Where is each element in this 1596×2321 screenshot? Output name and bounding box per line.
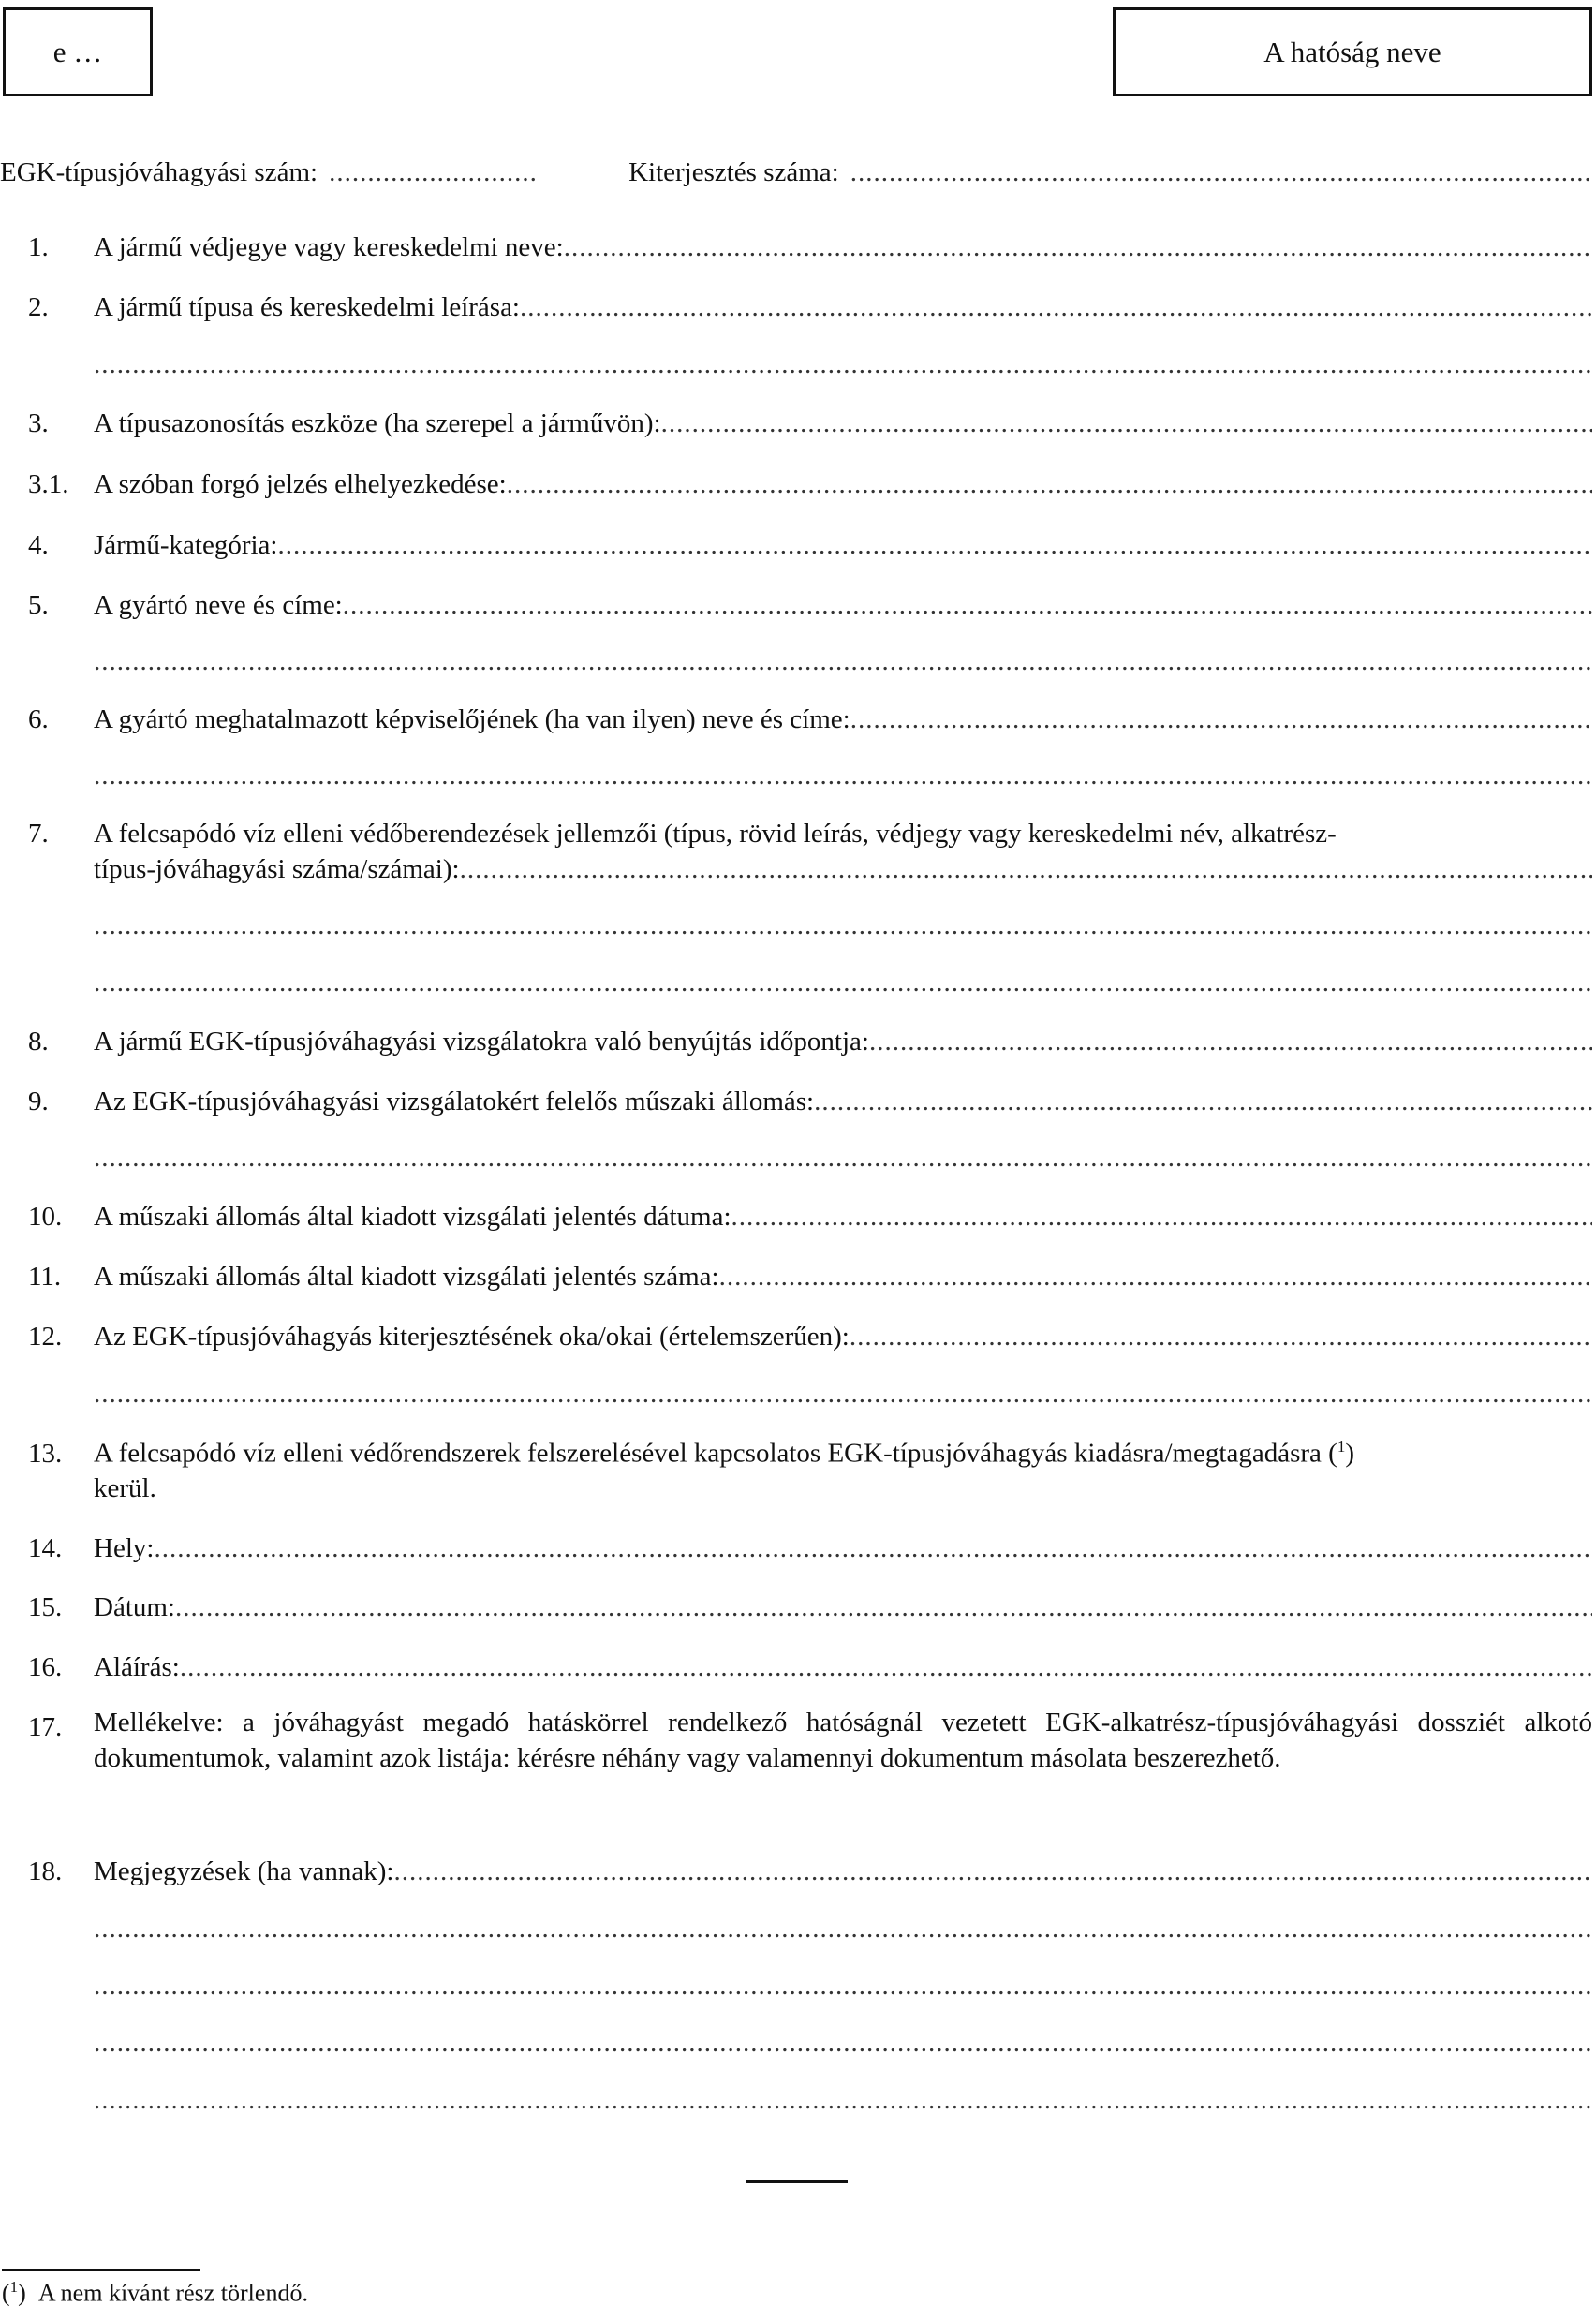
- remarks-field-cont[interactable]: [94, 1914, 1592, 1944]
- signature-field[interactable]: [180, 1652, 1592, 1683]
- item-8-field[interactable]: [869, 1027, 1592, 1057]
- item-number: 10.: [28, 1202, 63, 1232]
- item-5: [0, 590, 1592, 621]
- footnote-separator: [2, 2269, 200, 2271]
- item-label: A szóban forgó jelzés elhelyezkedése:: [94, 469, 507, 499]
- remarks-field-cont[interactable]: [94, 2028, 1592, 2059]
- item-number: 2.: [28, 292, 49, 322]
- item-12: [0, 1322, 1592, 1353]
- item-12-field-cont[interactable]: [94, 1379, 1592, 1410]
- country-code-text: e …: [52, 35, 103, 68]
- date-field[interactable]: [175, 1592, 1592, 1623]
- place-field[interactable]: [154, 1533, 1592, 1564]
- item-label: kerül.: [94, 1473, 156, 1503]
- item-label: A műszaki állomás által kiadott vizsgálati jelentés dátuma:: [94, 1202, 732, 1232]
- end-separator: [746, 2180, 848, 2183]
- item-1-field[interactable]: [564, 232, 1592, 263]
- item-label: Dátum:: [94, 1592, 175, 1622]
- item-label: Az EGK-típusjóváhagyási vizsgálatokért felelős műszaki állomás:: [94, 1087, 815, 1116]
- item-label: A típusazonosítás eszköze (ha szerepel a járművön):: [94, 408, 661, 438]
- item-3-field[interactable]: [661, 408, 1592, 439]
- item-number: 9.: [28, 1087, 49, 1116]
- item-number: 5.: [28, 590, 49, 620]
- item-label: Hely:: [94, 1533, 155, 1563]
- footnote-text: A nem kívánt rész törlendő.: [37, 2279, 308, 2307]
- item-label: Megjegyzések (ha vannak):: [94, 1856, 394, 1886]
- item-number: 8.: [28, 1027, 49, 1057]
- item-2: [0, 292, 1592, 323]
- item-number: 18.: [28, 1856, 63, 1886]
- item-number: 11.: [28, 1262, 62, 1292]
- remarks-field-cont[interactable]: [94, 2085, 1592, 2116]
- item-7-field-cont[interactable]: [94, 910, 1592, 941]
- footnote-reference[interactable]: 1: [1337, 1438, 1346, 1456]
- item-label: Az EGK-típusjóváhagyás kiterjesztésének oka/okai (értelemszerűen):: [94, 1322, 850, 1352]
- item-3-1: [0, 469, 1592, 500]
- item-11: [0, 1262, 1592, 1293]
- item-10-field[interactable]: [732, 1202, 1592, 1233]
- remarks-field[interactable]: [393, 1856, 1592, 1887]
- remarks-field-cont[interactable]: [94, 1971, 1592, 2002]
- item-label: A felcsapódó víz elleni védőberendezések jellemzői (típus, rövid leírás, védjegy vagy kereskedelmi név, alkatrész-: [94, 819, 1337, 849]
- item-number: 3.: [28, 408, 49, 438]
- item-3-1-field[interactable]: [507, 469, 1592, 500]
- item-7-field[interactable]: [460, 854, 1592, 885]
- item-1: [0, 232, 1592, 263]
- item-18: [0, 1856, 1592, 1887]
- item-label: A jármű védjegye vagy kereskedelmi neve:: [94, 232, 564, 262]
- item-10: [0, 1202, 1592, 1233]
- item-label: A jármű EGK-típusjóváhagyási vizsgálatokra való benyújtás időpontja:: [94, 1027, 869, 1057]
- item-label: A jármű típusa és kereskedelmi leírása:: [94, 292, 520, 322]
- item-17-text: Mellékelve: a jóváhagyást megadó hatáskörrel rendelkező hatóságnál vezetett EGK-alkatrész-típusjóváhagyási dossziét alkotó dokumentumok, valamint azok listája: kérésre néhány vagy valamennyi dokumentum másolata beszerezhető.: [94, 1707, 1592, 1773]
- item-2-field[interactable]: [520, 292, 1592, 323]
- item-label: típus-jóváhagyási száma/számai):: [94, 854, 460, 884]
- item-5-field[interactable]: [343, 590, 1592, 621]
- approval-number-row: [0, 157, 1592, 188]
- item-6: [0, 704, 1592, 735]
- item-number: 7.: [28, 819, 49, 849]
- item-number: 15.: [28, 1592, 63, 1622]
- item-number: 17.: [28, 1712, 63, 1742]
- item-4: [0, 530, 1592, 561]
- item-11-field[interactable]: [719, 1262, 1592, 1293]
- item-number: 12.: [28, 1322, 63, 1352]
- item-label: Aláírás:: [94, 1652, 180, 1682]
- item-13: [0, 1438, 1592, 1470]
- item-12-field[interactable]: [850, 1322, 1592, 1353]
- authority-name-box: [1113, 7, 1592, 96]
- footnote-marker: 1: [9, 2278, 19, 2296]
- item-number: 3.1.: [28, 469, 69, 499]
- item-4-field[interactable]: [277, 530, 1592, 561]
- item-15: [0, 1592, 1592, 1623]
- item-3: [0, 408, 1592, 439]
- item-2-field-cont[interactable]: [94, 349, 1592, 380]
- item-7-field-cont[interactable]: [94, 968, 1592, 998]
- item-number: 6.: [28, 704, 49, 734]
- approval-number-field[interactable]: [329, 157, 535, 188]
- item-number: 13.: [28, 1438, 63, 1469]
- item-7: [0, 819, 1592, 850]
- item-number: 16.: [28, 1652, 63, 1682]
- item-6-field-cont[interactable]: [94, 761, 1592, 791]
- item-9: [0, 1087, 1592, 1117]
- item-label: A gyártó neve és címe:: [94, 590, 343, 620]
- extension-number-field[interactable]: [850, 157, 1592, 188]
- authority-name-text: A hatóság neve: [1264, 35, 1441, 68]
- extension-number-label: Kiterjesztés száma:: [628, 157, 839, 187]
- approval-number-label: EGK-típusjóváhagyási szám:: [0, 157, 318, 187]
- item-9-field[interactable]: [814, 1087, 1592, 1117]
- item-label: A műszaki állomás által kiadott vizsgálati jelentés száma:: [94, 1262, 719, 1292]
- item-5-field-cont[interactable]: [94, 646, 1592, 677]
- item-label: A gyártó meghatalmazott képviselőjének (ha van ilyen) neve és címe:: [94, 704, 850, 734]
- item-7-line2: [94, 854, 1592, 885]
- item-9-field-cont[interactable]: [94, 1143, 1592, 1174]
- item-number: 4.: [28, 530, 49, 560]
- item-number: 14.: [28, 1533, 63, 1563]
- item-label: Jármű-kategória:: [94, 530, 278, 560]
- footnote: ($^1$) A nem kívánt rész törlendő.: [2, 2278, 308, 2307]
- item-8: [0, 1027, 1592, 1057]
- item-16: [0, 1652, 1592, 1683]
- item-number: 1.: [28, 232, 49, 262]
- item-label: A felcsapódó víz elleni védőrendszerek felszerelésével kapcsolatos EGK-típusjóváhagyás kiadásra/megtagadásra ($^1$): [94, 1438, 1355, 1469]
- country-code-box: [3, 7, 153, 96]
- item-6-field[interactable]: [850, 704, 1592, 735]
- item-14: [0, 1533, 1592, 1564]
